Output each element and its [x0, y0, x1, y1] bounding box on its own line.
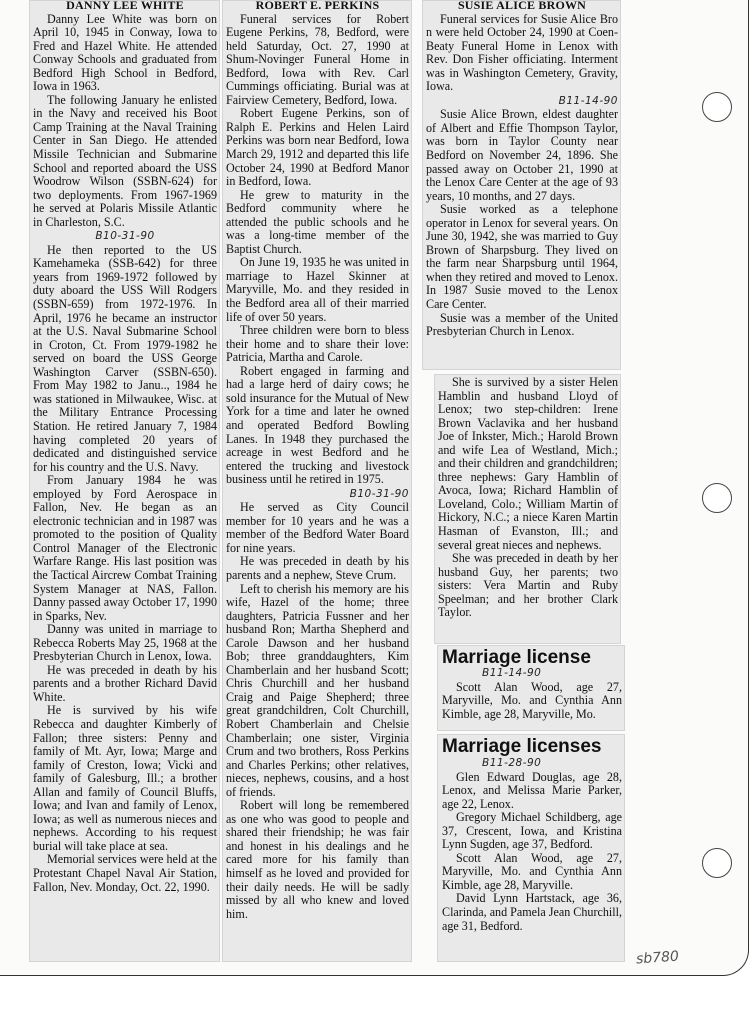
obituary-paragraph: Danny was united in marriage to Rebecca Roberts May 25, 1968 at the Presbyterian Church in Lenox, Iowa. [33, 622, 217, 664]
obituary-robert-e-perkins [222, 0, 412, 962]
obituary-paragraph: Robert engaged in farming and had a large herd of dairy cows; he sold insurance for the Mutual of New York for a time and later he owned and operated Bedford Bowling Lanes. In 1948 they purchased the acreage in west Bedford and he entered the trucking and livestock business until he retired in 1975. [226, 363, 409, 487]
obituary-paragraph: He was preceded in death by his parents and a brother Richard David White. [33, 662, 217, 704]
obituary-paragraph: Robert Eugene Perkins, son of Ralph E. Perkins and Helen Laird Perkins was born near Bedford, Iowa March 29, 1912 and departed this life October 24, 1990 at Bedford Manor in Bedford, Iowa. [226, 106, 409, 189]
marriage-entry: Glen Edward Douglas, age 28, Lenox, and Melissa Marie Parker, age 22, Lenox. [442, 769, 622, 811]
obituary-paragraph: He served as City Council member for 10 years and he was a member of the Bedford Water Board for nine years. [226, 500, 409, 555]
obituary-paragraph: Memorial services were held at the Protestant Chapel Naval Air Station, Fallon, Nev. Monday, Oct. 22, 1990. [33, 852, 217, 894]
obituary-paragraph: Susie Alice Brown, eldest daughter of Albert and Effie Thompson Taylor, was born in Taylor County near Bedford on November 24, 1896. She passed away on October 21, 1990 at the Lenox Care Center at the age of 93 years, 10 months, and 27 days. [426, 107, 618, 203]
marriage-licenses-title: Marriage licenses [442, 736, 602, 757]
obituary-paragraph: He grew to maturity in the Bedford community where he attended the public schools and he was a long-time member of the Baptist Church. [226, 187, 409, 256]
obituary-paragraph: She was preceded in death by her husband Guy, her parents; two sisters: Vera Martin and Ruby Speelman; and her brother Clark Taylor. [438, 551, 618, 620]
marriage-entry: Scott Alan Wood, age 27, Maryville, Mo. and Cynthia Ann Kimble, age 28, Maryville. [442, 850, 622, 892]
marriage-entry: Gregory Michael Schildberg, age 37, Crescent, Iowa, and Kristina Lynn Sugden, age 37, Bedford. [442, 810, 622, 852]
obituary-paragraph: He then reported to the US Kamehameka (SSB-642) for three years from 1969-1972 followed by duty aboard the USS Will Rodgers (SSBN-659) from 1972-1976. In April, 1976 he became an instructor at the U.S. Naval Submarine School in Croton, Ct. From 1979-1982 he served on board the USS George Washington Carver (SSBN-650). From May 1982 to Janu.., 1984 he was stationed in Milwaukee, Wisc. at the Military Entrance Processing Station. He retired January 7, 1984 having completed 20 years of dedicated and distinguished service for his country and the U.S. Navy. [33, 242, 217, 474]
obituary-paragraph: She is survived by a sister Helen Hamblin and husband Lloyd of Lenox; two step-children: Irene Brown Vaclavika and her husband Joe of Inkster, Mich.; Harold Brown and wife Lea of Westland, Mich.; and their children and grandchildren; three nephews: Gary Hamblin of Avoca, Iowa; Richard Hamblin of Loveland, Colo.; William Martin of Hickory, N.C.; a niece Karen Martin Hasman of Evanston, Ill.; and several great nieces and nephews. [438, 375, 618, 552]
handwritten-date-note: B10-31-90 [95, 230, 155, 243]
obituary-paragraph: Susie worked as a telephone operator in Lenox for several years. On June 30, 1942, she was married to Guy Brown of Sharpsburg. They lived on the farm near Sharpsburg until 1964, when they retired and moved to Lenox. In 1987 Susie moved to the Lenox Care Center. [426, 202, 618, 312]
obituary-paragraph: He was preceded in death by his parents and a nephew, Steve Crum. [226, 554, 409, 582]
handwritten-date-note: B10-31-90 [349, 487, 409, 500]
obituary-paragraph: Danny Lee White was born on April 10, 1945 in Conway, Iowa to Fred and Hazel White. He attended Conway Schools and graduated from Bedford High School in Bedford, Iowa in 1963. [33, 11, 217, 94]
handwritten-date-note: B11-14-90 [558, 94, 618, 107]
binder-hole [702, 483, 732, 513]
marriage-license-title: Marriage license [442, 647, 591, 668]
marriage-entry: David Lynn Hartstack, age 36, Clarinda, and Pamela Jean Churchill, age 31, Bedford. [442, 891, 623, 933]
obituary-paragraph: Left to cherish his memory are his wife, Hazel of the home; three daughters, Patricia Fussner and her husband Ron; Martha Shepherd and Carole Dawson and her husband Bob; three granddaughters, Kim Chamberlain and her husband Scott; Chris Churchill and her husband Craig and Paige Shepherd; three great grandchildren, Colt Churchill, Robert Chamberlain and Chelsie Chamberlain; one sister, Virginia Crum and two brothers, Ross Perkins and Charles Perkins; other relatives, nieces, nephews, cousins, and a host of friends. [226, 581, 409, 799]
obituary-paragraph: Funeral services for Susie Alice Bro n were held October 24, 1990 at Coen-Beaty Funeral Home in Lenox with Rev. Don Fisher officiating. Interment was in Washington Cemetery, Gravity, Iowa. [426, 11, 618, 94]
handwritten-date-note: B11-28-90 [482, 757, 542, 769]
obituary-paragraph: He is survived by his wife Rebecca and daughter Kimberly of Fallon; three sisters: Penny and family of Mt. Ayr, Iowa; Marge and family of Creston, Iowa; Vicki and family of Galesburg, Ill.; a brother Allan and family of Council Bluffs, Iowa; and Ivan and family of Lenox, Iowa; as well as numerous nieces and nephews. According to his request burial will take place at sea. [33, 703, 217, 853]
obituary-heading: ROBERT E. PERKINS [255, 0, 380, 12]
binder-hole [702, 92, 732, 122]
obituary-paragraph: From January 1984 he was employed by Ford Aerospace in Fallon, Nev. He began as an electronic technician and in 1987 was promoted to the position of Quality Control Manager of the Electronic Warfare Range. His last position was the Tactical Aircrew Combat Training System Manager at NAS, Fallon. Danny passed away October 17, 1990 in Sparks, Nev. [33, 473, 217, 623]
marriage-licenses-clip [437, 734, 625, 962]
obituary-paragraph: Robert will long be remembered as one who was good to people and shared their friendship; he was fair and honest in his dealings and he cared more for his family than himself as he loved and provided for their daily needs. He will be sadly missed by all who knew and loved him. [226, 798, 409, 921]
obituary-susie-alice-brown-continued [434, 374, 621, 644]
obituary-heading: DANNY LEE WHITE [66, 0, 184, 12]
marriage-license-clip [437, 645, 625, 731]
obituary-paragraph: The following January he enlisted in the Navy and received his Boot Camp Training at the Naval Training Center in San Diego. He attended Missile Technician and Submarine School and reported aboard the USS Woodrow Wilson (SSBN-624) for two deployments. From 1967-1969 he served at Polaris Missile Atlantic in Charleston, S.C. [33, 92, 217, 229]
handwritten-date-note: B11-14-90 [482, 667, 542, 679]
obituary-heading: SUSIE ALICE BROWN [457, 0, 587, 12]
binder-hole [702, 848, 732, 878]
obituary-danny-lee-white [29, 0, 220, 962]
obituary-paragraph: Funeral services for Robert Eugene Perkins, 78, Bedford, were held Saturday, Oct. 27, 1990 at Shum-Novinger Funeral Home in Bedford, Iowa with Rev. Carl Cummings officiating. Burial was at Fairview Cemetery, Bedford, Iowa. [226, 11, 409, 107]
page-number-note: sb780 [635, 948, 680, 968]
marriage-entry: Scott Alan Wood, age 27, Maryville, Mo. and Cynthia Ann Kimble, age 28, Maryville, Mo. [442, 679, 622, 721]
obituary-paragraph: On June 19, 1935 he was united in marriage to Hazel Skinner at Maryville, Mo. and they resided in the Bedford area all of their married life of over 50 years. [226, 255, 409, 324]
obituary-paragraph: Three children were born to bless their home and to share their love: Patricia, Martha and Carole. [226, 323, 409, 365]
obituary-susie-alice-brown [422, 0, 621, 370]
obituary-paragraph: Susie was a member of the United Presbyterian Church in Lenox. [426, 310, 618, 339]
